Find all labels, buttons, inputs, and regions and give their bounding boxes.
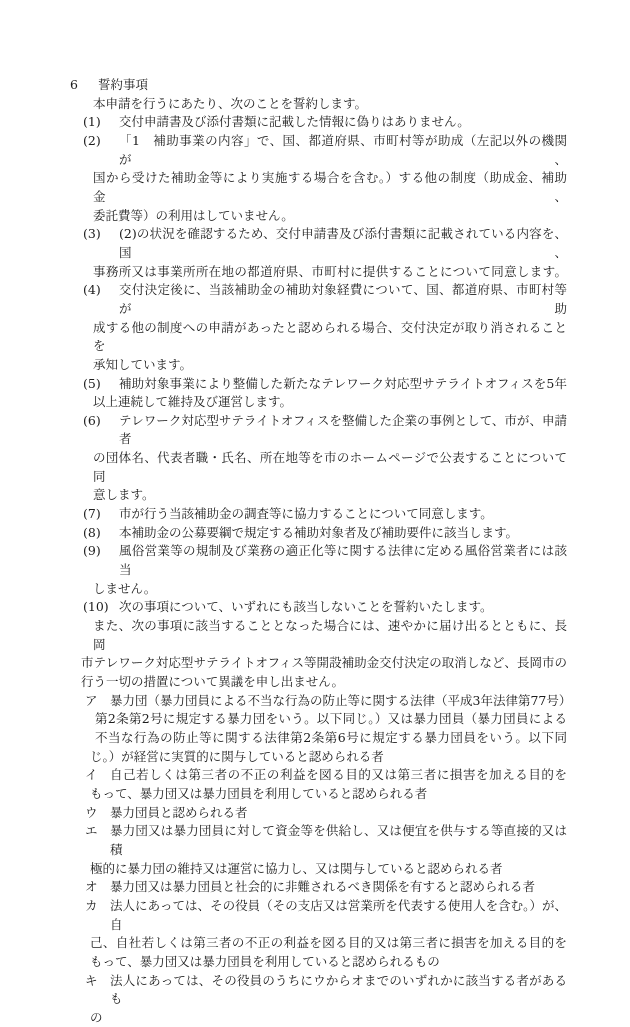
item-9-continuation	[0, 580, 630, 599]
line-text: 本申請を行うにあたり、次のことを誓約します。	[93, 95, 368, 111]
subitem-e-continuation	[0, 860, 630, 879]
item-10-paragraph	[0, 617, 630, 654]
line-text: テレワーク対応型サテライトオフィスを整備した企業の事例として、市が、申請者	[119, 412, 567, 447]
pledge-intro-line	[0, 95, 630, 114]
line-text: もって、暴力団又は暴力団員を利用していると認められる者	[90, 785, 428, 801]
item-number-label: (7)	[83, 506, 101, 522]
item-number-label: (4)	[83, 282, 101, 298]
line-text: 暴力団又は暴力団員と社会的に非難されるべき関係を有すると認められる者	[110, 879, 536, 895]
line-text: 成する他の制度への申請があったと認められる場合、交付決定が取り消されることを	[93, 319, 567, 354]
subitem-i-continuation	[0, 785, 630, 804]
item-3-line	[0, 225, 630, 262]
subitem-a-continuation	[0, 748, 630, 767]
item-10-line	[0, 598, 630, 617]
subitem-kana-label: キ	[85, 972, 98, 988]
subitem-a-continuation	[0, 729, 630, 748]
subitem-ki-line	[0, 972, 630, 1009]
subitem-u-line	[0, 804, 630, 823]
item-2-continuation	[0, 207, 630, 226]
subitem-kana-label: イ	[85, 767, 98, 783]
item-6-continuation	[0, 449, 630, 486]
item-3-continuation	[0, 263, 630, 282]
line-text: 暴力団（暴力団員による不当な行為の防止等に関する法律（平成3年法律第77号）	[110, 692, 572, 708]
item-4-continuation	[0, 356, 630, 375]
line-text: 補助対象事業により整備した新たなテレワーク対応型サテライトオフィスを5年	[119, 375, 567, 391]
item-5-line	[0, 375, 630, 394]
item-2-continuation	[0, 169, 630, 206]
line-text: 風俗営業等の規制及び業務の適正化等に関する法律に定める風俗営業者には該当	[119, 543, 567, 578]
line-text: 市が行う当該補助金の調査等に協力することについて同意します。	[119, 506, 493, 522]
item-5-continuation	[0, 393, 630, 412]
subitem-kana-label: カ	[85, 897, 98, 913]
subitem-ka-line	[0, 897, 630, 934]
line-text: 市テレワーク対応型サテライトオフィス等開設補助金交付決定の取消しなど、長岡市の	[81, 655, 567, 671]
item-1-line	[0, 113, 630, 132]
item-9-line	[0, 542, 630, 579]
line-text: 己、自社若しくは第三者の不正の利益を図る目的又は第三者に損害を加える目的を	[90, 935, 567, 951]
item-10-paragraph	[0, 654, 630, 673]
line-text: 第2条第2号に規定する暴力団をいう。以下同じ。）又は暴力団員（暴力団員による	[95, 711, 567, 727]
item-number-label: (10)	[83, 599, 109, 615]
line-text: 行う一切の措置について異議を申し出ません。	[81, 674, 345, 689]
item-number-label: (6)	[83, 412, 101, 428]
item-number-label: (1)	[83, 114, 101, 130]
item-6-line	[0, 412, 630, 449]
line-text: 「1 補助事業の内容」で、国、都道府県、市町村等が助成（左記以外の機関が、	[119, 132, 567, 167]
section-number-label: 6	[70, 77, 78, 92]
line-text: 法人にあっては、その役員（その支店又は営業所を代表する使用人を含む。）が、自	[110, 897, 567, 932]
line-text: もって、暴力団又は暴力団員を利用していると認められるもの	[90, 953, 440, 969]
subitem-ka-continuation	[0, 953, 630, 972]
line-text: 極的に暴力団の維持又は運営に協力し、又は関与していると認められる者	[90, 860, 503, 876]
section-heading	[0, 76, 630, 95]
subitem-kana-label: ウ	[85, 804, 98, 820]
pledge-section	[0, 76, 630, 1027]
item-number-label: (9)	[83, 543, 101, 559]
item-number-label: (2)	[83, 132, 101, 148]
subitem-i-line	[0, 766, 630, 785]
line-text: じ。）が経営に実質的に関与していると認められる者	[90, 748, 384, 764]
item-6-continuation	[0, 486, 630, 505]
line-text: しません。	[93, 580, 157, 596]
subitem-a-line	[0, 692, 630, 711]
item-number-label: (8)	[83, 524, 101, 540]
item-number-label: (3)	[83, 226, 101, 242]
line-text: 委託費等）の利用はしていません。	[93, 207, 294, 223]
line-text: 以上連続して維持及び運営します。	[93, 394, 293, 410]
line-text: 暴力団員と認められる者	[110, 804, 248, 820]
line-text: 交付申請書及び添付書類に記載した情報に偽りはありません。	[119, 114, 470, 130]
line-text: の	[90, 1009, 103, 1025]
item-7-line	[0, 505, 630, 524]
line-text: また、次の事項に該当することとなった場合には、速やかに届け出るとともに、長岡	[93, 618, 567, 652]
section-title: 誓約事項	[98, 77, 149, 92]
line-text: 意します。	[93, 487, 155, 503]
subitem-kana-label: ア	[85, 692, 98, 708]
line-text: 不当な行為の防止等に関する法律第2条第6号に規定する暴力団員をいう。以下同	[95, 729, 567, 745]
subitem-ki-continuation	[0, 1009, 630, 1027]
line-text: 本補助金の公募要綱で規定する補助対象者及び補助要件に該当します。	[119, 524, 519, 540]
line-text: 承知しています。	[93, 356, 193, 372]
subitem-kana-label: オ	[85, 879, 98, 895]
subitem-ka-continuation	[0, 934, 630, 953]
item-2-line	[0, 132, 630, 169]
subitem-o-line	[0, 878, 630, 897]
line-text: 法人にあっては、その役員のうちにウからオまでのいずれかに該当する者があるも	[110, 972, 567, 1007]
item-4-line	[0, 281, 630, 318]
item-number-label: (5)	[83, 375, 101, 391]
line-text: 暴力団又は暴力団員に対して資金等を供給し、又は便宜を供与する等直接的又は積	[110, 823, 567, 857]
line-text: 交付決定後に、当該補助金の補助対象経費について、国、都道府県、市町村等が助	[119, 282, 567, 316]
item-10-paragraph	[0, 673, 630, 692]
subitem-a-continuation	[0, 710, 630, 729]
line-text: (2)の状況を確認するため、交付申請書及び添付書類に記載されている内容を、国、	[119, 226, 567, 260]
line-text: 自己若しくは第三者の不正の利益を図る目的又は第三者に損害を加える目的を	[110, 767, 567, 783]
item-4-continuation	[0, 319, 630, 356]
line-text: 国から受けた補助金等により実施する場合を含む。）する他の制度（助成金、補助金、	[93, 170, 567, 204]
line-text: 次の事項について、いずれにも該当しないことを誓約いたします。	[119, 599, 493, 615]
line-text: 事務所又は事業所所在地の都道府県、市町村に提供することについて同意します。	[93, 263, 567, 279]
subitem-kana-label: エ	[85, 823, 98, 839]
line-text: の団体名、代表者職・氏名、所在地等を市のホームページで公表することについて同	[93, 450, 567, 484]
subitem-e-line	[0, 822, 630, 859]
item-8-line	[0, 524, 630, 543]
